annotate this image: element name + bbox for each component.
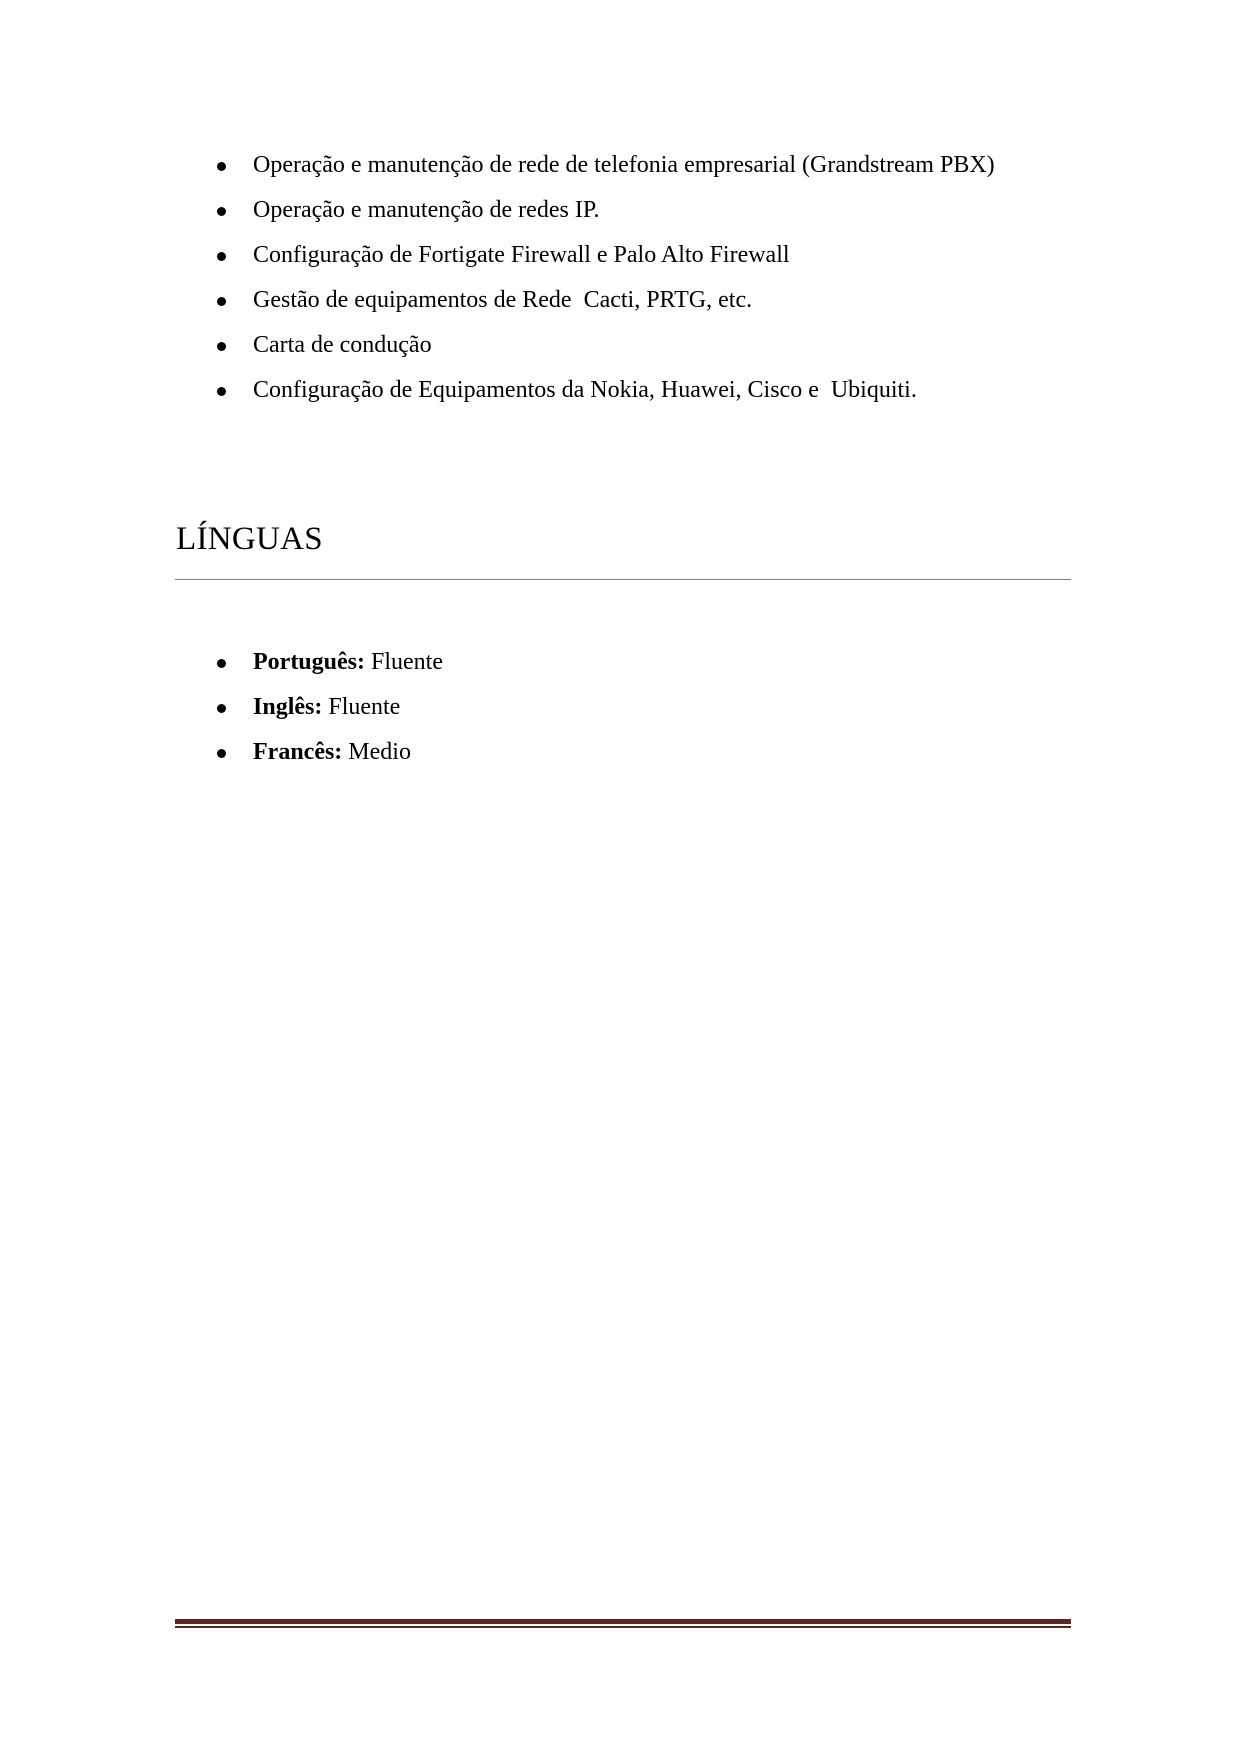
bullet-icon [217, 659, 226, 668]
language-name: Inglês: [253, 694, 323, 720]
list-item [215, 278, 753, 323]
bullet-icon [217, 207, 226, 216]
skill-text: Configuração de Equipamentos da Nokia, Huawei, Cisco e Ubiquiti. [253, 377, 917, 403]
language-level: Fluente [328, 694, 401, 720]
footer-rule-thin [175, 1626, 1071, 1628]
bullet-icon [217, 297, 226, 306]
language-name: Francês: [253, 739, 343, 765]
languages-heading: LÍNGUAS [176, 521, 323, 557]
languages-list [215, 640, 443, 775]
bullet-icon [217, 749, 226, 758]
language-entry [253, 685, 400, 730]
skills-list [215, 143, 995, 413]
bullet-icon [217, 704, 226, 713]
bullet-icon [217, 387, 226, 396]
list-item [215, 143, 995, 188]
language-level: Fluente [370, 649, 443, 675]
list-item [215, 368, 917, 413]
section-divider [175, 579, 1071, 580]
footer-rule-thick [175, 1619, 1071, 1624]
language-entry [253, 730, 411, 775]
list-item [215, 730, 411, 775]
list-item [215, 685, 401, 730]
list-item [215, 640, 443, 685]
language-level: Medio [348, 739, 411, 765]
skill-text: Configuração de Fortigate Firewall e Palo Alto Firewall [253, 242, 790, 268]
skill-text: Gestão de equipamentos de Rede Cacti, PRTG, etc. [253, 287, 753, 313]
language-name: Português: [253, 649, 365, 675]
list-item [215, 188, 600, 233]
list-item [215, 233, 790, 278]
bullet-icon [217, 342, 226, 351]
skill-text: Carta de condução [253, 332, 432, 358]
list-item [215, 323, 432, 368]
language-entry [253, 640, 443, 685]
skill-text: Operação e manutenção de redes IP. [253, 197, 600, 223]
skill-text: Operação e manutenção de rede de telefonia empresarial (Grandstream PBX) [253, 152, 995, 178]
bullet-icon [217, 162, 226, 171]
bullet-icon [217, 252, 226, 261]
